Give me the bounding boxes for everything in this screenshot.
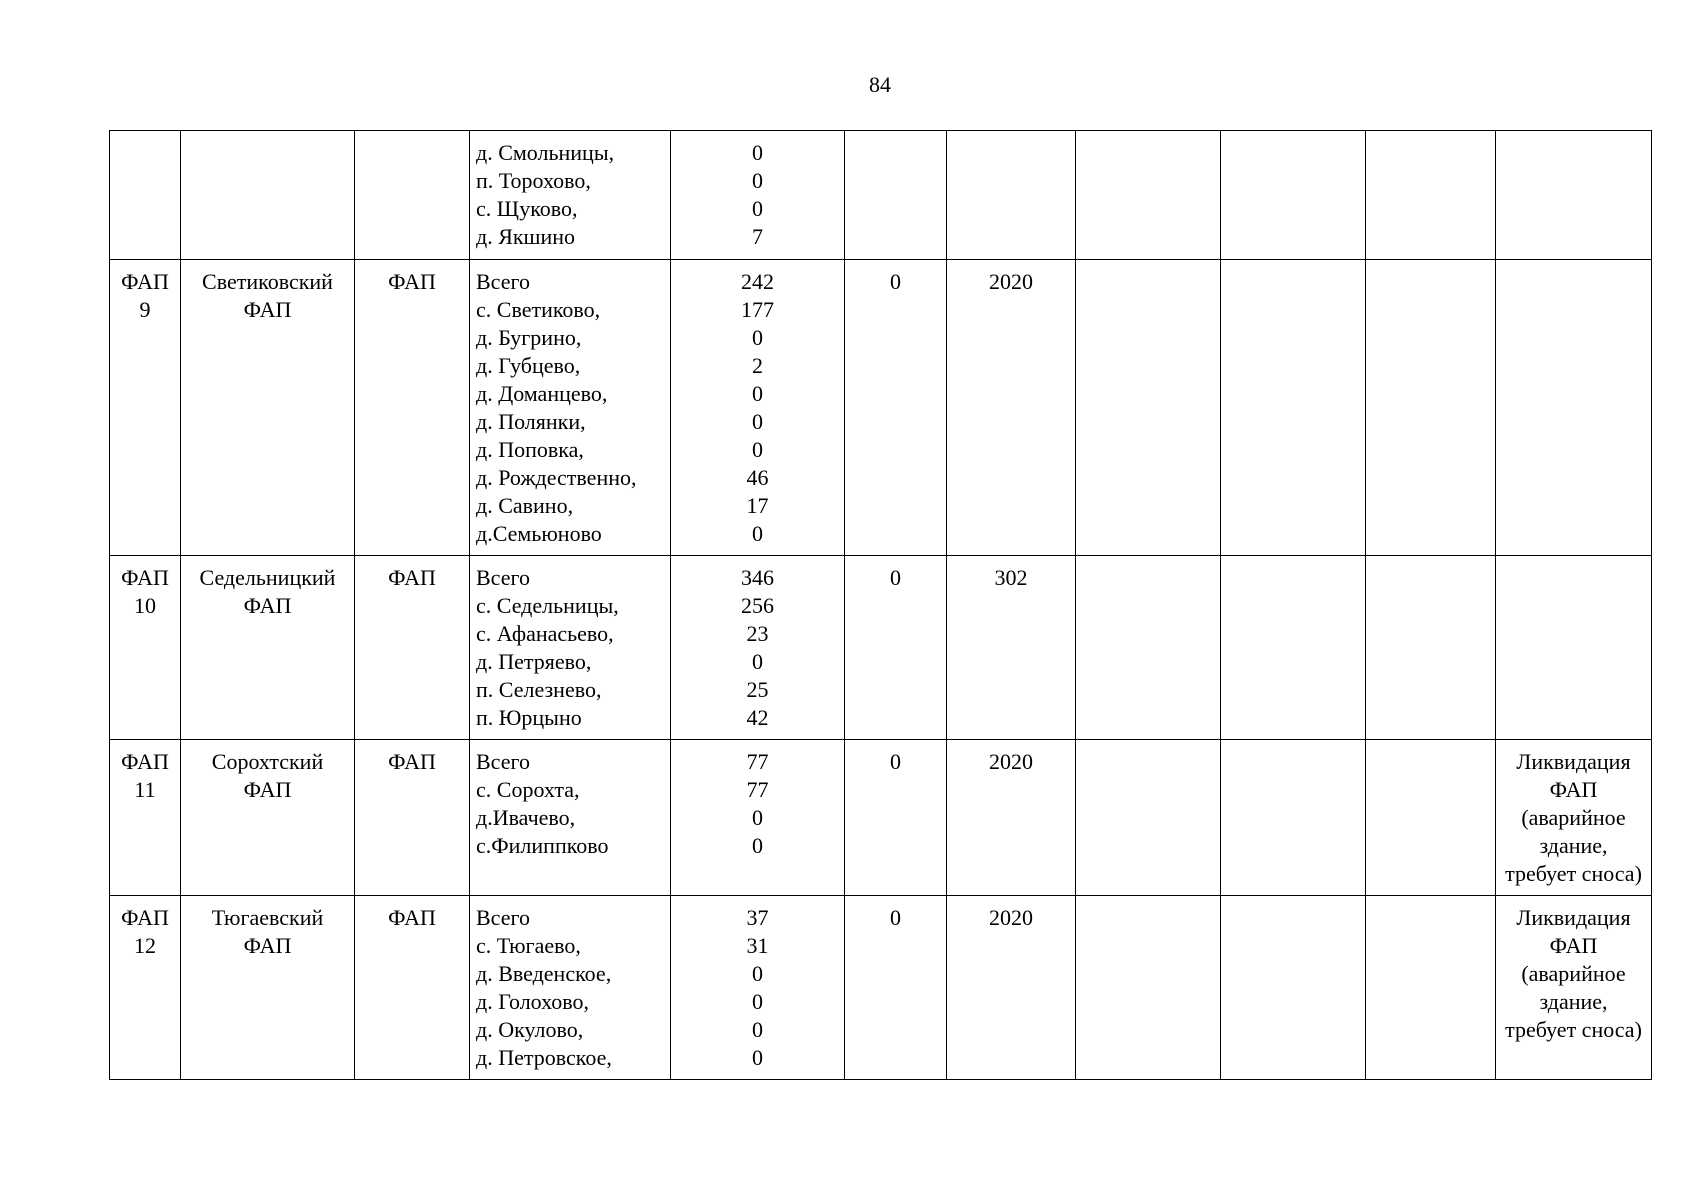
facility-code-line: 12 [134, 933, 156, 958]
empty-cell [1221, 556, 1366, 740]
population-count: 77 [746, 777, 769, 802]
col7-cell [947, 131, 1076, 260]
empty-cell [1366, 740, 1496, 896]
empty-cell [1366, 131, 1496, 260]
place-name: с. Афанасьево, [476, 621, 614, 646]
value-col6: 0 [890, 269, 901, 294]
population-count: 0 [752, 833, 763, 858]
place-name: с. Сорохта, [476, 777, 580, 802]
population-count: 46 [746, 465, 769, 490]
value-col6: 0 [890, 749, 901, 774]
empty-cell [1076, 260, 1221, 556]
population-count: 0 [752, 961, 763, 986]
population-count: 0 [752, 1045, 763, 1070]
place-name: д. Введенское, [476, 961, 612, 986]
place-name: д. Петровское, [476, 1045, 612, 1070]
facility-type: ФАП [388, 565, 436, 590]
table-row [110, 260, 1652, 556]
empty-cell [1366, 260, 1496, 556]
table-body [110, 131, 1652, 1080]
places-cell [470, 260, 671, 556]
population-count: 0 [752, 989, 763, 1014]
facility-code-line: 10 [134, 593, 156, 618]
facility-name-line: ФАП [243, 777, 292, 802]
population-count: 0 [752, 140, 763, 165]
counts-cell [671, 131, 845, 260]
facility-code-line: 9 [139, 297, 151, 322]
population-count: 25 [746, 677, 769, 702]
place-name: с.Филиппково [476, 833, 609, 858]
empty-cell [1076, 740, 1221, 896]
empty-cell [1366, 896, 1496, 1080]
counts-cell [671, 896, 845, 1080]
col6-cell [845, 896, 947, 1080]
place-name: п. Селезнево, [476, 677, 602, 702]
note-line: (аварийное [1521, 805, 1626, 830]
place-name: д. Доманцево, [476, 381, 608, 406]
facility-name-line: ФАП [243, 297, 292, 322]
table-row [110, 131, 1652, 260]
population-count: 23 [746, 621, 769, 646]
table-row [110, 896, 1652, 1080]
code-cell [110, 896, 181, 1080]
note-line: (аварийное [1521, 961, 1626, 986]
place-name: д. Поповка, [476, 437, 584, 462]
col6-cell [845, 740, 947, 896]
population-count: 37 [746, 905, 769, 930]
col7-cell [947, 896, 1076, 1080]
empty-cell [1076, 556, 1221, 740]
name-cell [181, 896, 355, 1080]
value-col7: 302 [994, 565, 1028, 590]
facility-name-line: Сорохтский [211, 749, 324, 774]
population-count: 2 [752, 353, 763, 378]
value-col6: 0 [890, 905, 901, 930]
place-name: д. Якшино [476, 224, 576, 249]
population-count: 0 [752, 437, 763, 462]
place-name: д. Полянки, [476, 409, 586, 434]
note-line: требует сноса) [1505, 861, 1642, 886]
name-cell [181, 556, 355, 740]
population-count: 0 [752, 168, 763, 193]
place-name: д. Окулово, [476, 1017, 584, 1042]
col6-cell [845, 131, 947, 260]
facility-type: ФАП [388, 269, 436, 294]
places-cell [470, 896, 671, 1080]
facility-code-line: ФАП [121, 269, 169, 294]
name-cell [181, 740, 355, 896]
type-cell [355, 260, 470, 556]
population-count: 0 [752, 805, 763, 830]
col7-cell [947, 556, 1076, 740]
place-name: п. Торохово, [476, 168, 591, 193]
note-cell [1496, 131, 1652, 260]
facility-name-line: Светиковский [202, 269, 333, 294]
value-col6: 0 [890, 565, 901, 590]
empty-cell [1076, 131, 1221, 260]
places-cell [470, 556, 671, 740]
value-col7: 2020 [989, 749, 1033, 774]
facility-name-line: ФАП [243, 933, 292, 958]
place-name: Всего [476, 565, 530, 590]
col7-cell [947, 260, 1076, 556]
counts-cell [671, 260, 845, 556]
counts-cell [671, 740, 845, 896]
col6-cell [845, 556, 947, 740]
table-row [110, 556, 1652, 740]
place-name: д. Голохово, [476, 989, 590, 1014]
place-name: с. Светиково, [476, 297, 601, 322]
facility-type: ФАП [388, 905, 436, 930]
place-name: д. Савино, [476, 493, 574, 518]
empty-cell [1221, 260, 1366, 556]
facility-name-line: Седельницкий [199, 565, 336, 590]
place-name: с. Тюгаево, [476, 933, 581, 958]
note-cell [1496, 260, 1652, 556]
population-count: 77 [746, 749, 769, 774]
col6-cell [845, 260, 947, 556]
facility-name-line: Тюгаевский [211, 905, 324, 930]
population-count: 0 [752, 381, 763, 406]
note-line: здание, [1539, 833, 1608, 858]
place-name: Всего [476, 749, 530, 774]
facility-name-line: ФАП [243, 593, 292, 618]
population-count: 0 [752, 196, 763, 221]
note-line: Ликвидация [1516, 749, 1631, 774]
places-cell [470, 131, 671, 260]
place-name: д. Губцево, [476, 353, 581, 378]
note-line: здание, [1539, 989, 1608, 1014]
value-col7: 2020 [989, 269, 1033, 294]
empty-cell [1221, 740, 1366, 896]
population-count: 242 [741, 269, 774, 294]
facility-code-line: ФАП [121, 565, 169, 590]
place-name: Всего [476, 269, 530, 294]
page-number: 84 [869, 72, 891, 97]
empty-cell [1366, 556, 1496, 740]
code-cell [110, 131, 181, 260]
empty-cell [1221, 896, 1366, 1080]
population-count: 7 [752, 224, 763, 249]
note-cell [1496, 896, 1652, 1080]
population-count: 0 [752, 521, 763, 546]
place-name: Всего [476, 905, 530, 930]
note-line: требует сноса) [1505, 1017, 1642, 1042]
population-count: 17 [746, 493, 769, 518]
note-line: ФАП [1549, 933, 1598, 958]
note-line: Ликвидация [1516, 905, 1631, 930]
place-name: п. Юрцыно [476, 705, 582, 730]
facility-code-line: 11 [134, 777, 156, 802]
value-col7: 2020 [989, 905, 1033, 930]
col7-cell [947, 740, 1076, 896]
population-count: 0 [752, 325, 763, 350]
place-name: д. Смольницы, [476, 140, 615, 165]
facilities-table [109, 130, 1652, 1080]
population-count: 0 [752, 649, 763, 674]
type-cell [355, 896, 470, 1080]
empty-cell [1221, 131, 1366, 260]
type-cell [355, 556, 470, 740]
population-count: 42 [746, 705, 769, 730]
population-count: 0 [752, 409, 763, 434]
place-name: с. Щуково, [476, 196, 578, 221]
name-cell [181, 260, 355, 556]
empty-cell [1076, 896, 1221, 1080]
facility-code-line: ФАП [121, 905, 169, 930]
counts-cell [671, 556, 845, 740]
table-row [110, 740, 1652, 896]
facility-code-line: ФАП [121, 749, 169, 774]
note-cell [1496, 740, 1652, 896]
note-cell [1496, 556, 1652, 740]
place-name: д.Ивачево, [476, 805, 576, 830]
places-cell [470, 740, 671, 896]
place-name: с. Седельницы, [476, 593, 619, 618]
population-count: 256 [741, 593, 774, 618]
code-cell [110, 740, 181, 896]
note-line: ФАП [1549, 777, 1598, 802]
place-name: д. Бугрино, [476, 325, 582, 350]
type-cell [355, 740, 470, 896]
population-count: 177 [741, 297, 774, 322]
population-count: 31 [746, 933, 769, 958]
population-count: 346 [741, 565, 774, 590]
code-cell [110, 556, 181, 740]
population-count: 0 [752, 1017, 763, 1042]
place-name: д.Семьюново [476, 521, 602, 546]
facility-type: ФАП [388, 749, 436, 774]
type-cell [355, 131, 470, 260]
place-name: д. Рождественно, [476, 465, 637, 490]
place-name: д. Петряево, [476, 649, 592, 674]
name-cell [181, 131, 355, 260]
code-cell [110, 260, 181, 556]
